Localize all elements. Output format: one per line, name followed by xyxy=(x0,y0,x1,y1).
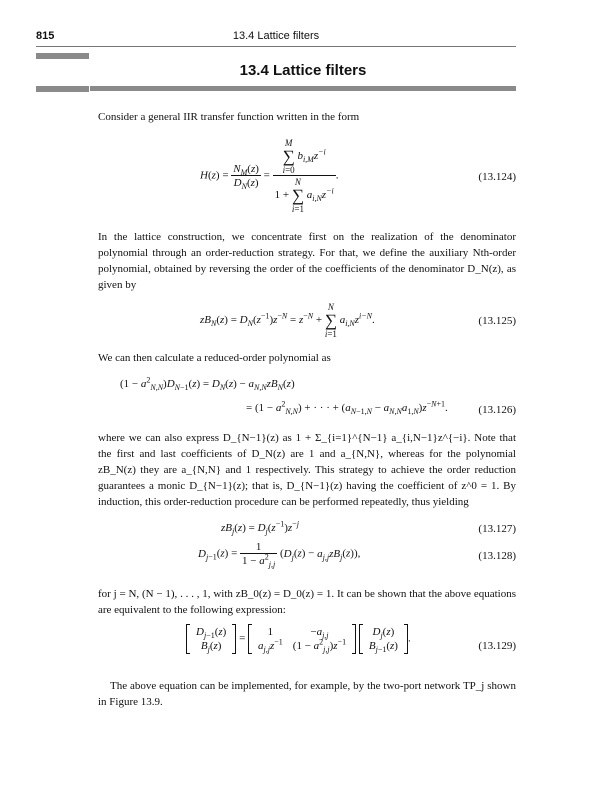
paragraph: for j = N, (N − 1), . . . , 1, with zB_0(z) = D_0(z) = 1. It can be shown that the above equations are equivalent to the following expression: xyxy=(98,588,516,616)
equation-number: (13.129) xyxy=(478,640,516,652)
paragraph: We can then calculate a reduced-order polynomial as xyxy=(98,352,331,364)
margin-bar xyxy=(36,86,89,92)
page-number: 815 xyxy=(36,30,55,42)
running-head xyxy=(36,30,516,46)
equation-13-125: $zB_N(z) = D_N(z^{-1})z^{-N} = z^{-N} + N$ ∑ i=1 $a_{i,N}z^{i-N}$. xyxy=(200,302,375,339)
equation-13-126-line-1: $(1 - a^2_{N,N})D_{N-1}(z) = D_N(z) - a_{N,N}zB_N(z)$ xyxy=(120,375,295,393)
equation-number: (13.124) xyxy=(478,171,516,183)
paragraph: where we can also express D_{N−1}(z) as 1 + Σ_{i=1}^{N−1} a_{i,N−1}z^{−i}. Note that the first and last coefficients of D_N(z) are 1 and a_{N,N}, whereas for the polynomial zB_N(z) they are a_{N,N} and 1 respectively. This strategy to achieve the order reduction guarantees a monic D_{N−1}(z); that is, D_{N−1}(z) having the coefficient of z^0 = 1. By induction, this order-reduction procedure can be performed repeatedly, thus yielding xyxy=(98,432,516,508)
margin-bar xyxy=(36,53,89,59)
header-rule xyxy=(36,46,516,47)
equation-13-126-line-2: = $(1 - a^2_{N,N})$ + · · · + $(a_{N-1,N} - a_{N,N}a_{1,N})z^{-N+1}$. xyxy=(246,399,448,417)
equation-number: (13.126) xyxy=(478,404,516,416)
running-title: 13.4 Lattice filters xyxy=(232,30,320,42)
equation-number: (13.128) xyxy=(478,550,516,562)
paragraph: The above equation can be implemented, for example, by the two-port network TP_j shown in Figure 13.9. xyxy=(98,680,516,708)
equation-number: (13.127) xyxy=(478,523,516,535)
section-rule xyxy=(90,86,516,91)
equation-13-124: H(z) = $\frac{N_M(z)}{D_N(z)}$ = M ∑ i=0 $b_{i,M}z^{-i}$ 1 + N ∑ i=1 $a_{i,N}z^{-i}$ . xyxy=(200,138,339,214)
equation-13-127: $zB_j(z) = D_j(z^{-1})z^{-j}$ xyxy=(221,519,299,537)
section-title: 13.4 Lattice filters xyxy=(239,62,367,79)
paragraph: Consider a general IIR transfer function written in the form xyxy=(98,111,360,123)
equation-number: (13.125) xyxy=(478,315,516,327)
paragraph: In the lattice construction, we concentrate first on the realization of the denominator polynomial through an order-reduction strategy. For that, we define the auxiliary Nth-order polynomial, obtained by reversing the order of the coefficients of the denominator D_N(z), as given by xyxy=(98,231,516,291)
equation-13-129: $D_{j-1}(z)$ $B_j(z)$ = 1 $-a_{j,j}$ $a_{j,j}z^{-1}$ $(1 - a^2_{j,j})z^{-1}$ $D_j(z)$ $B_{j-1}(z)$ . xyxy=(186,624,411,654)
equation-13-128: $D_{j-1}(z)$ = $\frac{1}{1 - a^2_{j,j}}$ $(D_j(z) - a_{j,j}zB_j(z))$, xyxy=(198,541,361,570)
